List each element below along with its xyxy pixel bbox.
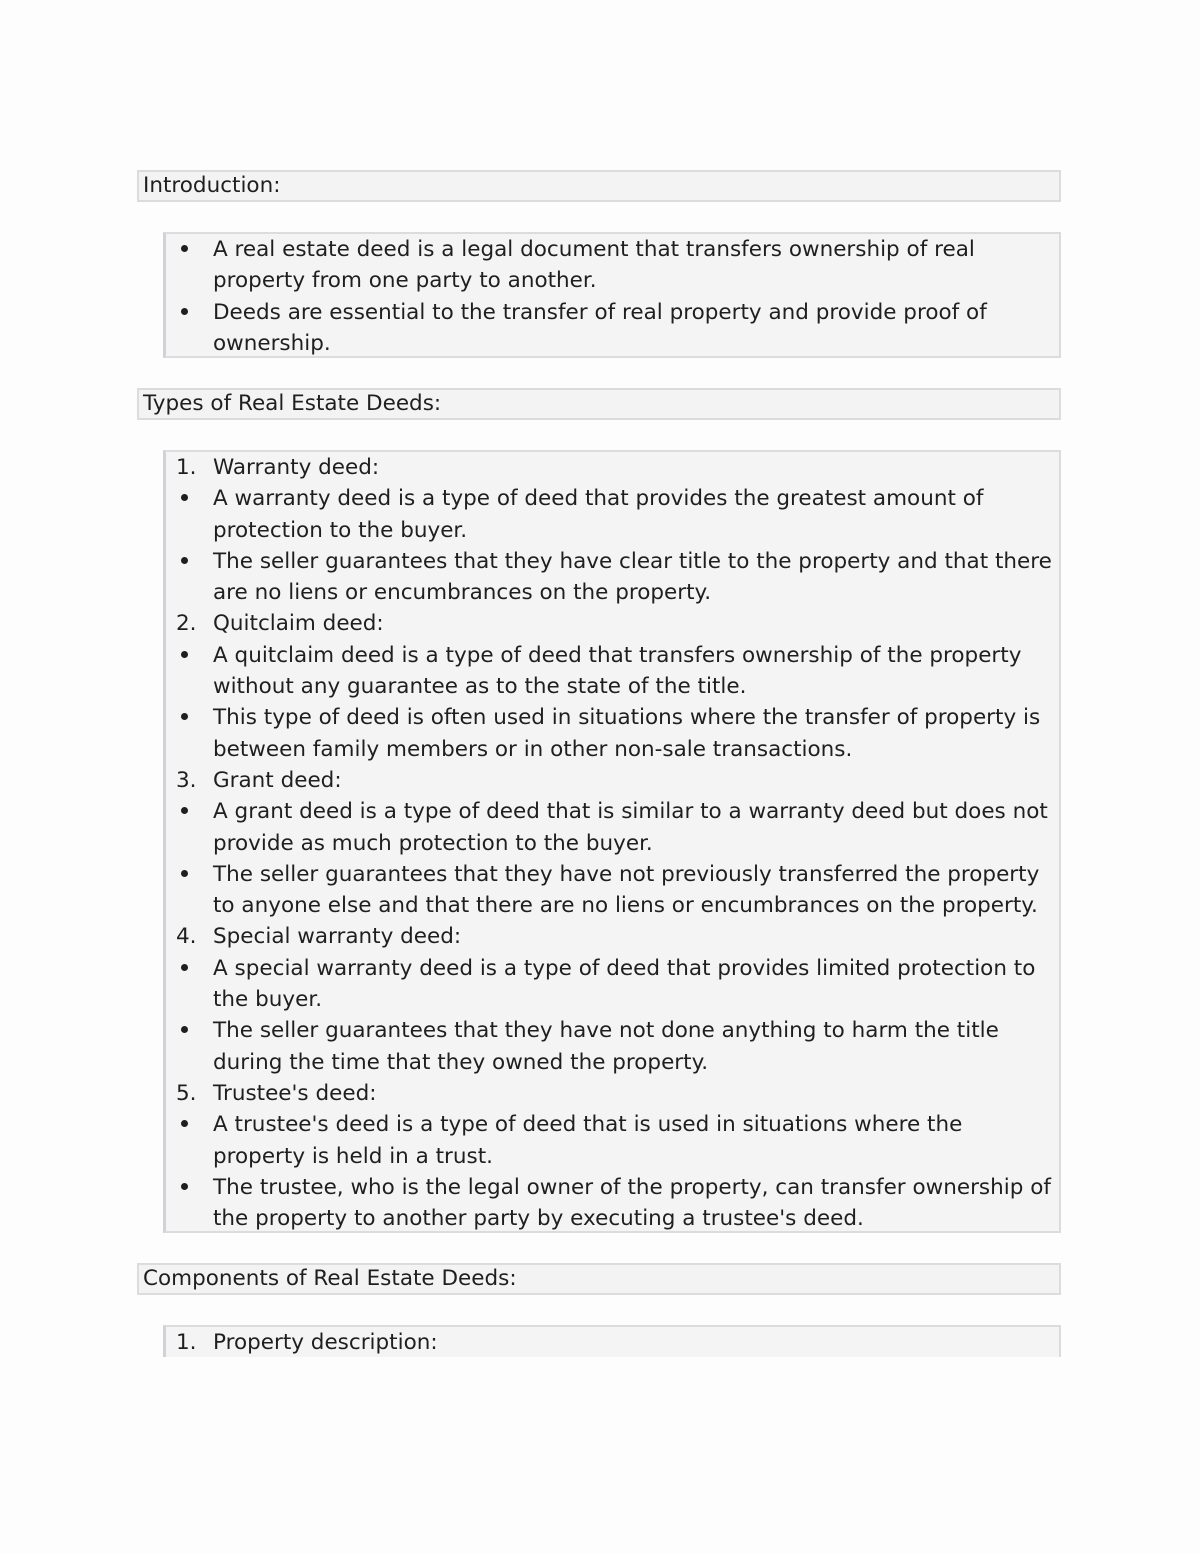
types-list: [163, 450, 1061, 1233]
bullet-icon: [174, 953, 194, 984]
bullet-icon: [174, 297, 194, 328]
list-item-text: Trustee's deed:: [213, 1080, 377, 1106]
bullet-icon: [174, 640, 194, 671]
list-item-text: A special warranty deed is a type of deed that provides limited protection to the buyer.: [213, 955, 1036, 1013]
list-item: [166, 1109, 1053, 1172]
bullet-icon: [174, 1172, 194, 1203]
list-item-text: A grant deed is a type of deed that is similar to a warranty deed but does not provide as much protection to the buyer.: [213, 799, 1048, 856]
list-item: [166, 483, 1053, 546]
list-item: [166, 1172, 1053, 1235]
list-item: [166, 297, 1053, 360]
list-item-text: Warranty deed:: [213, 455, 380, 480]
section-heading-components: [137, 1263, 1061, 1295]
section-heading-text: Types of Real Estate Deeds:: [143, 391, 442, 416]
bullet-icon: [174, 234, 194, 265]
numbered-item: [166, 921, 1053, 952]
list-item: [166, 796, 1053, 859]
list-number: 1.: [176, 455, 197, 480]
bullet-icon: [174, 702, 194, 733]
list-item-text: The seller guarantees that they have not done anything to harm the title during the time that they owned the property.: [213, 1018, 999, 1075]
list-number: 2.: [176, 611, 197, 637]
numbered-item: [166, 765, 1053, 796]
list-item: [166, 640, 1053, 703]
bullet-icon: [174, 546, 194, 577]
section-heading-text: Introduction:: [143, 173, 281, 198]
components-list: [163, 1325, 1061, 1357]
list-item: [166, 1015, 1053, 1078]
list-item: [166, 953, 1053, 1016]
list-item: [166, 234, 1053, 297]
numbered-item: [166, 1327, 1053, 1357]
list-item-text: A warranty deed is a type of deed that provides the greatest amount of protection to the buyer.: [213, 486, 984, 543]
list-number: 1.: [176, 1330, 197, 1355]
bullet-icon: [174, 1109, 194, 1140]
list-item-text: Quitclaim deed:: [213, 611, 384, 637]
list-item: [166, 546, 1053, 609]
list-item-text: Special warranty deed:: [213, 924, 462, 950]
list-item-text: The seller guarantees that they have not previously transferred the property to anyone else and that there are no liens or encumbrances on the property.: [213, 861, 1040, 919]
section-heading-text: Components of Real Estate Deeds:: [143, 1266, 517, 1291]
bullet-icon: [174, 483, 194, 514]
list-number: 3.: [176, 767, 197, 793]
list-item-text: The seller guarantees that they have clear title to the property and that there are no liens or encumbrances on the property.: [213, 548, 1052, 606]
numbered-item: [166, 452, 1053, 483]
bullet-icon: [174, 859, 194, 890]
list-number: 4.: [176, 924, 197, 950]
list-item: [166, 859, 1053, 922]
bullet-icon: [174, 796, 194, 827]
bullet-icon: [174, 1015, 194, 1046]
numbered-item: [166, 1078, 1053, 1109]
list-item-text: A quitclaim deed is a type of deed that transfers ownership of the property without any guarantee as to the state of the title.: [213, 642, 1022, 700]
section-heading-introduction: [137, 170, 1061, 202]
list-item-text: Property description:: [213, 1330, 438, 1355]
list-item-text: Deeds are essential to the transfer of real property and provide proof of ownership.: [213, 299, 987, 356]
list-item-text: A real estate deed is a legal document that transfers ownership of real property from one party to another.: [213, 237, 975, 294]
numbered-item: [166, 608, 1053, 639]
list-item: [166, 702, 1053, 765]
list-item-text: This type of deed is often used in situations where the transfer of property is between family members or in other non-sale transactions.: [213, 705, 1041, 762]
introduction-list: [163, 232, 1061, 358]
list-item-text: Grant deed:: [213, 767, 342, 793]
list-number: 5.: [176, 1080, 197, 1106]
list-item-text: A trustee's deed is a type of deed that is used in situations where the property is held in a trust.: [213, 1112, 963, 1169]
section-heading-types: [137, 388, 1061, 420]
list-item-text: The trustee, who is the legal owner of the property, can transfer ownership of the property to another party by executing a trustee's deed.: [213, 1174, 1051, 1232]
